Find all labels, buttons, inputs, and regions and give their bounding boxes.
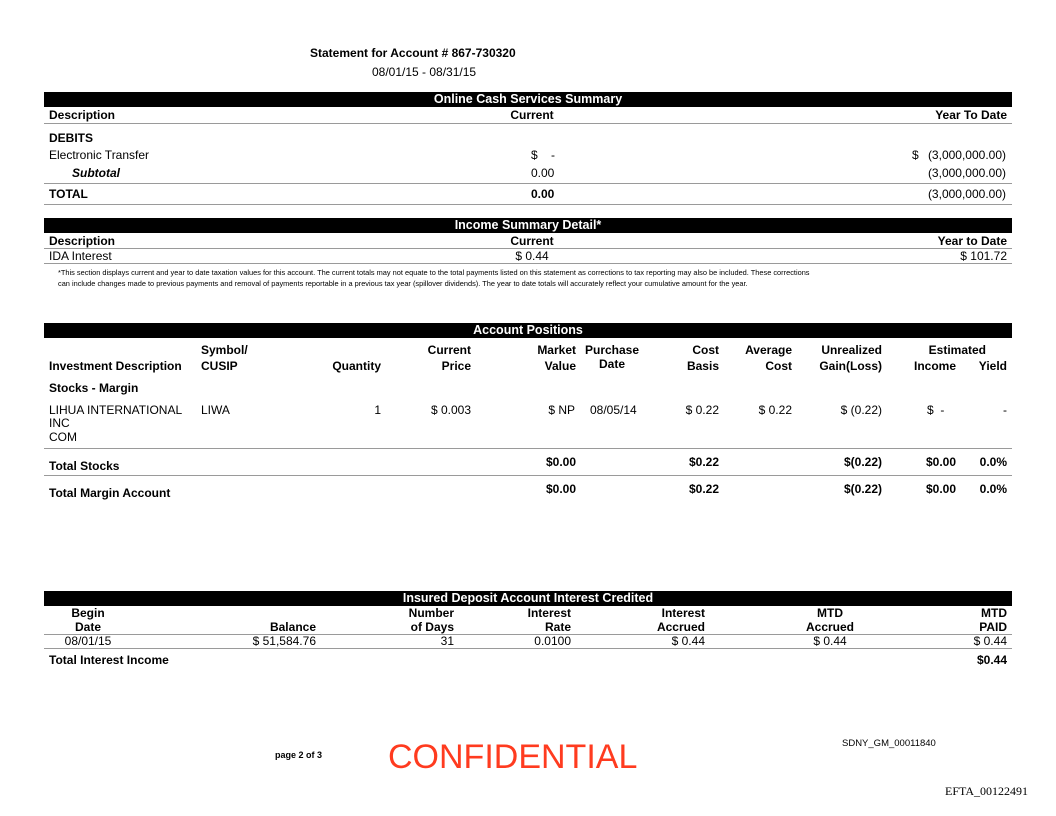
cash-total-label: TOTAL (49, 187, 88, 201)
total-stocks-gain: $(0.22) (843, 455, 882, 469)
ida-col-mtd-paid-bottom: PAID (979, 620, 1007, 634)
pos-row-desc-line2: INC (49, 416, 70, 430)
ida-col-rate-top: Interest (527, 606, 571, 620)
bates-number-sdny: SDNY_GM_00011840 (842, 738, 936, 749)
income-note-line1: *This section displays current and year to date taxation values for this account. The current totals may not equate to the total payments listed on this statement as corrections to tax reporting may also be included. These corrections (58, 268, 810, 277)
pos-col-gain-bottom: Gain(Loss) (819, 359, 882, 373)
pos-row-gain: $ (0.22) (840, 403, 882, 417)
pos-col-avg-bottom: Cost (765, 359, 792, 373)
pos-col-price-top: Current (427, 343, 471, 357)
cash-total-current: 0.00 (531, 187, 555, 201)
cash-subtotal-label: Subtotal (72, 166, 120, 180)
cash-debits-label: DEBITS (49, 131, 94, 145)
cash-col-current: Current (510, 108, 554, 122)
income-col-description: Description (49, 234, 116, 248)
ida-col-days-bottom: of Days (410, 620, 454, 634)
total-stocks-value: $0.00 (545, 455, 576, 469)
cash-total-rule (44, 204, 1012, 205)
cash-row-label: Electronic Transfer (49, 148, 150, 162)
total-stocks-rule (44, 475, 1012, 476)
income-row-current: $ 0.44 (515, 249, 549, 263)
cash-summary-heading: Online Cash Services Summary (44, 92, 1012, 107)
total-stocks-label: Total Stocks (49, 459, 120, 473)
pos-col-purchase-bottom: Date (598, 357, 625, 371)
ida-row-rule (44, 648, 1012, 649)
ida-row-rate: 0.0100 (534, 634, 571, 648)
pos-row-purchase: 08/05/14 (590, 403, 637, 417)
ida-col-mtd-accrued-top: MTD (817, 606, 843, 620)
cash-col-description: Description (49, 108, 116, 122)
cash-col-ytd: Year To Date (935, 108, 1007, 122)
pos-row-desc-line3: COM (49, 430, 77, 444)
pos-col-value-bottom: Value (544, 359, 576, 373)
pos-col-income: Income (913, 359, 956, 373)
income-row-ytd: $ 101.72 (960, 249, 1007, 263)
total-margin-value: $0.00 (545, 482, 576, 496)
ida-col-mtd-paid-top: MTD (981, 606, 1007, 620)
ida-col-days-top: Number (408, 606, 454, 620)
ida-col-mtd-accrued-bottom: Accrued (805, 620, 855, 634)
pos-row-symbol: LIWA (201, 403, 230, 417)
total-margin-gain: $(0.22) (843, 482, 882, 496)
pos-col-cost-top: Cost (692, 343, 719, 357)
total-stocks-income: $0.00 (925, 455, 956, 469)
total-stocks-yield: 0.0% (979, 455, 1007, 469)
page-number: page 2 of 3 (275, 750, 323, 760)
income-row-rule (44, 263, 1012, 264)
ida-col-rate-bottom: Rate (544, 620, 571, 634)
pos-row-value: $ NP (548, 403, 575, 417)
confidential-stamp: CONFIDENTIAL (388, 738, 638, 776)
statement-period: 08/01/15 - 08/31/15 (372, 65, 477, 79)
pos-col-value-top: Market (537, 343, 576, 357)
pos-row-yield: - (1003, 403, 1007, 417)
cash-header-rule (44, 123, 1012, 124)
pos-row-quantity: 1 (374, 403, 381, 417)
cash-row-ytd-symbol: $ (912, 148, 919, 162)
cash-subtotal-ytd: (3,000,000.00) (927, 166, 1006, 180)
pos-col-symbol-top: Symbol/ (201, 343, 248, 357)
cash-row-ytd: (3,000,000.00) (927, 148, 1006, 162)
pos-section-label: Stocks - Margin (49, 381, 139, 395)
ida-row-mtd-accrued: $ 0.44 (813, 634, 847, 648)
income-row-label: IDA Interest (49, 249, 112, 263)
pos-row-price: $ 0.003 (430, 403, 471, 417)
ida-total-label: Total Interest Income (49, 653, 169, 667)
statement-title: Statement for Account # 867-730320 (310, 46, 516, 60)
income-col-ytd: Year to Date (937, 234, 1007, 248)
pos-col-yield: Yield (978, 359, 1007, 373)
positions-heading: Account Positions (44, 323, 1012, 338)
ida-col-balance: Balance (269, 620, 316, 634)
ida-total-value: $0.44 (976, 653, 1007, 667)
pos-col-avg-top: Average (745, 343, 792, 357)
ida-col-accrued-top: Interest (661, 606, 705, 620)
total-margin-label: Total Margin Account (49, 486, 171, 500)
total-margin-yield: 0.0% (979, 482, 1007, 496)
total-margin-income: $0.00 (925, 482, 956, 496)
pos-row-avg: $ 0.22 (758, 403, 792, 417)
pos-row-rule (44, 448, 1012, 449)
pos-col-estimated: Estimated (928, 343, 986, 357)
cash-subtotal-rule (44, 183, 1012, 184)
pos-col-purchase-top: Purchase (584, 343, 640, 357)
pos-col-gain-top: Unrealized (821, 343, 882, 357)
ida-col-accrued-bottom: Accrued (656, 620, 705, 634)
pos-col-symbol-bottom: CUSIP (201, 359, 238, 373)
ida-row-mtd-paid: $ 0.44 (973, 634, 1007, 648)
total-margin-cost: $0.22 (688, 482, 719, 496)
cash-total-ytd: (3,000,000.00) (927, 187, 1006, 201)
pos-col-quantity: Quantity (332, 359, 381, 373)
ida-row-balance: $ 51,584.76 (252, 634, 316, 648)
pos-row-income: $ - (927, 403, 945, 417)
pos-row-cost: $ 0.22 (685, 403, 719, 417)
ida-col-begin-bottom: Date (74, 620, 101, 634)
ida-col-begin-top: Begin (71, 606, 105, 620)
pos-col-cost-bottom: Basis (686, 359, 719, 373)
cash-subtotal-current: 0.00 (531, 166, 555, 180)
income-summary-heading: Income Summary Detail* (44, 218, 1012, 233)
cash-row-current: $ - (531, 148, 556, 162)
bates-number-efta: EFTA_00122491 (945, 784, 1029, 798)
ida-row-date: 08/01/15 (64, 634, 112, 648)
pos-col-price-bottom: Price (441, 359, 471, 373)
pos-row-desc-line1: LIHUA INTERNATIONAL (49, 403, 183, 417)
total-stocks-cost: $0.22 (688, 455, 719, 469)
ida-heading: Insured Deposit Account Interest Credited (44, 591, 1012, 606)
ida-row-accrued: $ 0.44 (671, 634, 705, 648)
ida-row-days: 31 (440, 634, 454, 648)
pos-col-investment: Investment Description (49, 359, 182, 373)
income-note-line2: can include changes made to previous payments and removal of payments reportable in a previous tax year (spillover dividends). The year to date totals will accurately reflect your cumulative amount for the year. (58, 279, 748, 288)
income-col-current: Current (510, 234, 554, 248)
